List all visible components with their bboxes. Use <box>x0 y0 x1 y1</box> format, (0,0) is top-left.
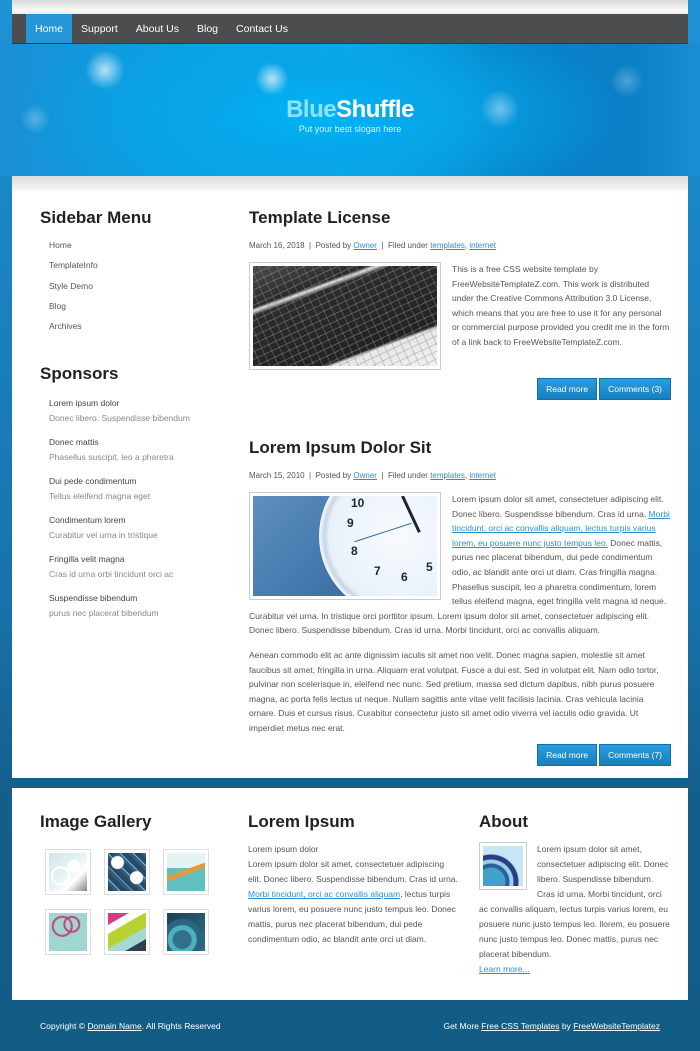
gallery-image-1[interactable] <box>45 849 91 895</box>
read-more-button[interactable]: Read more <box>537 378 597 400</box>
lorem-ipsum-text: Lorem ipsum dolor Lorem ipsum dolor sit amet, consectetuer adipiscing elit. Donec libero. Suspendisse bibendum. Cras id urna. Morbi tincidunt, orci ac convallis aliquam, lectus turpis varius lorem, eu posuere nunc justo tempus leo. Donec mattis, purus nec placerat bibendum, dui pede condimentum odio, ac blandit ante orci ut diam. <box>248 844 458 944</box>
sponsor-item[interactable]: Fringilla velit magna Cras id urna orbi tincidunt orci ac <box>49 554 174 580</box>
nav-blog[interactable]: Blog <box>197 22 219 35</box>
nav-support[interactable]: Support <box>81 22 118 35</box>
author-link[interactable]: Owner <box>353 241 377 250</box>
content-area <box>249 208 671 766</box>
lorem-ipsum-title: Lorem Ipsum <box>248 812 355 831</box>
post-body-text-extra: Aenean commodo elit ac ante dignissim iaculis sit amet non velit. Donec magna sapien, molestie sit amet faucibus sit amet, fringilla in urna. Aliquam erat volutpat. Fusce a dui est. Sed in volutpat elit. Nam odio tortor, pulvinar non scelerisque in, eleifend nec nunc. Sed pretium, massa sed dictum dapibus, nibh purus posuere magna, ac porta felis lectus ut neque. Nullam sagittis ante vitae velit facilisis lacinia. Cras vehicula lacinia ornare. Duis et cursus risus. Curabitur consectetur justo sit amet odio viverra vel iaculis odio gravida. Ut imperdiet metus nec erat. <box>249 649 659 733</box>
sponsor-item[interactable]: Dui pede condimentum Tellus eleifend magna eget <box>49 476 151 502</box>
copyright: Copyright © Domain Name. All Rights Reserved <box>40 1021 221 1031</box>
nav-home[interactable]: Home <box>26 14 72 43</box>
sidebar-item-blog[interactable]: Blog <box>49 300 67 311</box>
main-panel <box>12 176 688 778</box>
bokeh-light <box>85 50 125 90</box>
sidebar-item-style-demo[interactable]: Style Demo <box>49 280 93 291</box>
wall-clock-image: 10 9 8 7 6 5 <box>249 492 441 600</box>
author-link[interactable]: Owner <box>353 471 377 480</box>
footer-credits: Get More Free CSS Templates by FreeWebsiteTemplatez <box>443 1021 660 1031</box>
bokeh-light <box>255 62 289 96</box>
gallery-image-2[interactable] <box>104 849 150 895</box>
learn-more-link[interactable]: Learn more... <box>479 964 530 974</box>
bottom-panel <box>12 788 688 1000</box>
about-text: Lorem ipsum dolor sit amet, consectetuer adipiscing elit. Donec libero. Suspendisse bibendum. Cras id urna. Morbi tincidunt, orci ac convallis aliquam, lectus turpis varius lorem, eu posuere nunc justo tempus leo. llorem, eu posuere nunc justo tempus leo. Donec mattis, purus nec placerat bibendum. Learn more... <box>479 844 670 974</box>
post-meta: March 16, 2018 | Posted by Owner | Filed under templates, internet <box>249 241 497 250</box>
sponsor-item[interactable]: Suspendisse bibendum purus nec placerat bibendum <box>49 593 159 619</box>
tag-link[interactable]: internet <box>469 471 497 480</box>
gallery-image-5[interactable] <box>104 909 150 955</box>
gallery-image-6[interactable] <box>163 909 209 955</box>
footer <box>0 1000 700 1051</box>
sponsor-item[interactable]: Condimentum lorem Curabitur vel urna in tristique <box>49 515 158 541</box>
comments-button[interactable]: Comments (3) <box>599 378 671 400</box>
site-logo[interactable]: BlueShuffle <box>286 96 414 123</box>
domain-name-link[interactable]: Domain Name <box>87 1021 142 1031</box>
header-banner <box>0 44 700 176</box>
sidebar-menu <box>40 240 220 341</box>
tag-link[interactable]: templates <box>430 471 465 480</box>
post-title[interactable]: Template License <box>249 208 391 227</box>
sidebar-item-home[interactable]: Home <box>49 240 72 250</box>
nav-about-us[interactable]: About Us <box>135 22 179 35</box>
main-nav <box>12 14 688 44</box>
sponsor-item[interactable]: Donec mattis Phasellus suscipit, leo a pharetra <box>49 437 174 463</box>
top-bar <box>12 0 688 44</box>
sponsors-title: Sponsors <box>40 364 119 384</box>
top-strip <box>12 0 688 14</box>
inline-link[interactable]: Morbi tincidunt, orci ac convallis aliquam, lectus turpis varius lorem, eu posuere nunc justo tempus leo. <box>452 508 670 548</box>
sponsors-list <box>40 396 220 621</box>
post-body-text: This is a free CSS website template by FreeWebsiteTemplateZ.com. This work is distributed under the Creative Commons Attribution 3.0 License, which means that you are free to use it for any personal or commercial purpose provided you credit me in the form of a link back to FreeWebsiteTemplateZ.com. <box>452 264 670 347</box>
sidebar <box>40 208 220 630</box>
sponsor-item[interactable]: Lorem ipsum dolor Donec libero. Suspendisse bibendum <box>49 398 190 424</box>
gallery-image-3[interactable] <box>163 849 209 895</box>
about-image <box>479 842 527 890</box>
post-meta: March 15, 2010 | Posted by Owner | Filed under templates, internet <box>249 471 497 480</box>
read-more-button[interactable]: Read more <box>537 744 597 766</box>
post-body-text: Lorem ipsum dolor sit amet, consectetuer adipiscing elit. Donec libero. Suspendisse bibendum. Cras id urna. Morbi tincidunt, orci ac convallis aliquam, lectus turpis varius lorem, eu posuere nunc justo tempus leo. Donec mattis, purus nec placerat bibendum, dui pede condimentum odio, ac blandit ante orci ut diam. Cras fringilla magna. Phasellus suscipit, leo a pharetra condimentum, lorem tellus eleifend magna, eget fringilla velit magna id neque. Curabitur vel urna. In tristique orci porttitor ipsum. Lorem ipsum dolor sit amet, consectetuer adipiscing elit. Donec libero. Suspendisse bibendum. Cras id urna. Morbi tincidunt, orci ac convallis aliquam. <box>249 494 670 636</box>
tag-link[interactable]: internet <box>469 241 497 250</box>
image-gallery-section <box>40 812 220 955</box>
about-title: About <box>479 812 529 831</box>
sidebar-item-templateinfo[interactable]: TemplateInfo <box>49 260 98 271</box>
laptop-keyboard-image <box>249 262 441 370</box>
image-gallery <box>40 849 220 955</box>
comments-button[interactable]: Comments (7) <box>599 744 671 766</box>
free-css-templates-link[interactable]: Free CSS Templates <box>481 1021 560 1031</box>
gallery-image-4[interactable] <box>45 909 91 955</box>
post-title[interactable]: Lorem Ipsum Dolor Sit <box>249 438 432 457</box>
site-slogan: Put your best slogan here <box>298 124 402 134</box>
freewebsitetemplatez-link[interactable]: FreeWebsiteTemplatez <box>573 1021 660 1031</box>
sidebar-item-archives[interactable]: Archives <box>49 321 82 332</box>
image-gallery-title: Image Gallery <box>40 812 152 831</box>
lorem-ipsum-section <box>248 812 458 947</box>
inline-link[interactable]: Morbi tincidunt, orci ac convallis aliquam <box>248 889 401 899</box>
post-lorem-ipsum <box>249 438 671 766</box>
post-template-license <box>249 208 671 400</box>
about-section <box>479 812 671 977</box>
nav-contact-us[interactable]: Contact Us <box>236 22 288 35</box>
sidebar-menu-title: Sidebar Menu <box>40 208 152 227</box>
tag-link[interactable]: templates <box>430 241 465 250</box>
bokeh-light <box>610 64 644 98</box>
